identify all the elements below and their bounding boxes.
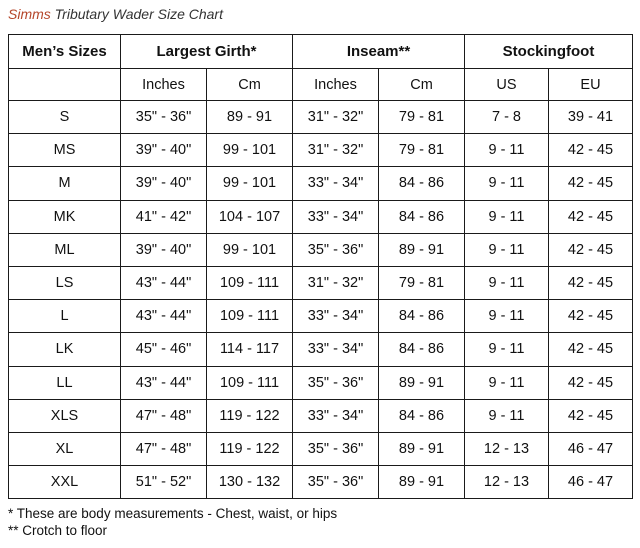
- girth-inches-cell: 35" - 36": [121, 101, 207, 134]
- foot-eu-cell: 42 - 45: [549, 200, 633, 233]
- foot-us-cell: 9 - 11: [465, 399, 549, 432]
- header-row-groups: [9, 35, 633, 69]
- table-row: [9, 399, 633, 432]
- size-cell: XL: [9, 432, 121, 465]
- size-cell: XXL: [9, 466, 121, 499]
- size-cell: ML: [9, 233, 121, 266]
- size-cell: LK: [9, 333, 121, 366]
- size-cell: M: [9, 167, 121, 200]
- inseam-cm-cell: 84 - 86: [379, 300, 465, 333]
- foot-us-cell: 12 - 13: [465, 466, 549, 499]
- size-cell: L: [9, 300, 121, 333]
- size-cell: MK: [9, 200, 121, 233]
- footnote-crotch-to-floor: ** Crotch to floor: [8, 523, 108, 538]
- foot-eu-cell: 42 - 45: [549, 300, 633, 333]
- foot-eu-cell: 46 - 47: [549, 466, 633, 499]
- inseam-inches-cell: 35" - 36": [293, 466, 379, 499]
- girth-cm-cell: 119 - 122: [207, 432, 293, 465]
- foot-us-cell: 9 - 11: [465, 366, 549, 399]
- foot-us-cell: 9 - 11: [465, 200, 549, 233]
- size-cell: LS: [9, 266, 121, 299]
- table-body: [9, 101, 633, 499]
- foot-eu-cell: 42 - 45: [549, 266, 633, 299]
- footnote-body-measurements: * These are body measurements - Chest, waist, or hips: [8, 506, 338, 521]
- title-text: Tributary Wader Size Chart: [50, 6, 223, 22]
- table-row: [9, 333, 633, 366]
- table-row: [9, 466, 633, 499]
- girth-cm-cell: 99 - 101: [207, 233, 293, 266]
- size-cell: S: [9, 101, 121, 134]
- girth-inches-cell: 47" - 48": [121, 399, 207, 432]
- inseam-inches-cell: 31" - 32": [293, 101, 379, 134]
- foot-us-cell: 9 - 11: [465, 266, 549, 299]
- inseam-cm-cell: 89 - 91: [379, 466, 465, 499]
- table-row: [9, 101, 633, 134]
- girth-cm-cell: 119 - 122: [207, 399, 293, 432]
- footnotes: [8, 505, 337, 539]
- foot-eu-cell: 42 - 45: [549, 167, 633, 200]
- size-cell: LL: [9, 366, 121, 399]
- girth-cm-cell: 104 - 107: [207, 200, 293, 233]
- table-row: [9, 366, 633, 399]
- inseam-inches-cell: 35" - 36": [293, 233, 379, 266]
- girth-inches-cell: 39" - 40": [121, 134, 207, 167]
- header-girth-cm: Cm: [207, 69, 293, 101]
- girth-inches-cell: 39" - 40": [121, 233, 207, 266]
- girth-cm-cell: 130 - 132: [207, 466, 293, 499]
- foot-eu-cell: 42 - 45: [549, 399, 633, 432]
- foot-eu-cell: 42 - 45: [549, 233, 633, 266]
- foot-us-cell: 9 - 11: [465, 134, 549, 167]
- chart-title: [8, 6, 223, 22]
- table-row: [9, 134, 633, 167]
- girth-cm-cell: 109 - 111: [207, 300, 293, 333]
- inseam-inches-cell: 35" - 36": [293, 432, 379, 465]
- header-row-units: [9, 69, 633, 101]
- inseam-inches-cell: 33" - 34": [293, 333, 379, 366]
- inseam-cm-cell: 84 - 86: [379, 333, 465, 366]
- girth-inches-cell: 43" - 44": [121, 366, 207, 399]
- inseam-cm-cell: 89 - 91: [379, 366, 465, 399]
- inseam-inches-cell: 33" - 34": [293, 167, 379, 200]
- inseam-cm-cell: 84 - 86: [379, 399, 465, 432]
- foot-us-cell: 9 - 11: [465, 167, 549, 200]
- header-inseam: Inseam**: [293, 35, 465, 69]
- inseam-inches-cell: 33" - 34": [293, 399, 379, 432]
- size-chart-table: [8, 34, 633, 499]
- inseam-inches-cell: 35" - 36": [293, 366, 379, 399]
- table-row: [9, 233, 633, 266]
- header-foot-eu: EU: [549, 69, 633, 101]
- table-row: [9, 167, 633, 200]
- foot-us-cell: 9 - 11: [465, 300, 549, 333]
- inseam-inches-cell: 31" - 32": [293, 266, 379, 299]
- inseam-cm-cell: 79 - 81: [379, 134, 465, 167]
- size-cell: XLS: [9, 399, 121, 432]
- girth-cm-cell: 99 - 101: [207, 167, 293, 200]
- header-stockingfoot: Stockingfoot: [465, 35, 633, 69]
- foot-eu-cell: 46 - 47: [549, 432, 633, 465]
- girth-inches-cell: 41" - 42": [121, 200, 207, 233]
- foot-eu-cell: 39 - 41: [549, 101, 633, 134]
- girth-cm-cell: 109 - 111: [207, 266, 293, 299]
- header-inseam-inches: Inches: [293, 69, 379, 101]
- header-girth-inches: Inches: [121, 69, 207, 101]
- header-blank-cell: [9, 69, 121, 101]
- table-row: [9, 200, 633, 233]
- inseam-inches-cell: 33" - 34": [293, 300, 379, 333]
- girth-cm-cell: 114 - 117: [207, 333, 293, 366]
- header-inseam-cm: Cm: [379, 69, 465, 101]
- girth-cm-cell: 89 - 91: [207, 101, 293, 134]
- foot-us-cell: 9 - 11: [465, 333, 549, 366]
- inseam-cm-cell: 89 - 91: [379, 233, 465, 266]
- size-cell: MS: [9, 134, 121, 167]
- foot-eu-cell: 42 - 45: [549, 134, 633, 167]
- girth-inches-cell: 43" - 44": [121, 266, 207, 299]
- title-brand: Simms: [8, 6, 51, 22]
- table-row: [9, 432, 633, 465]
- inseam-cm-cell: 79 - 81: [379, 101, 465, 134]
- foot-us-cell: 12 - 13: [465, 432, 549, 465]
- foot-us-cell: 7 - 8: [465, 101, 549, 134]
- header-largest-girth: Largest Girth*: [121, 35, 293, 69]
- inseam-inches-cell: 33" - 34": [293, 200, 379, 233]
- girth-inches-cell: 45" - 46": [121, 333, 207, 366]
- foot-eu-cell: 42 - 45: [549, 366, 633, 399]
- header-mens-sizes: Men’s Sizes: [9, 35, 121, 69]
- foot-eu-cell: 42 - 45: [549, 333, 633, 366]
- girth-cm-cell: 99 - 101: [207, 134, 293, 167]
- inseam-inches-cell: 31" - 32": [293, 134, 379, 167]
- foot-us-cell: 9 - 11: [465, 233, 549, 266]
- inseam-cm-cell: 84 - 86: [379, 167, 465, 200]
- girth-cm-cell: 109 - 111: [207, 366, 293, 399]
- inseam-cm-cell: 84 - 86: [379, 200, 465, 233]
- table-row: [9, 266, 633, 299]
- header-foot-us: US: [465, 69, 549, 101]
- girth-inches-cell: 43" - 44": [121, 300, 207, 333]
- girth-inches-cell: 39" - 40": [121, 167, 207, 200]
- inseam-cm-cell: 79 - 81: [379, 266, 465, 299]
- girth-inches-cell: 51" - 52": [121, 466, 207, 499]
- girth-inches-cell: 47" - 48": [121, 432, 207, 465]
- inseam-cm-cell: 89 - 91: [379, 432, 465, 465]
- table-row: [9, 300, 633, 333]
